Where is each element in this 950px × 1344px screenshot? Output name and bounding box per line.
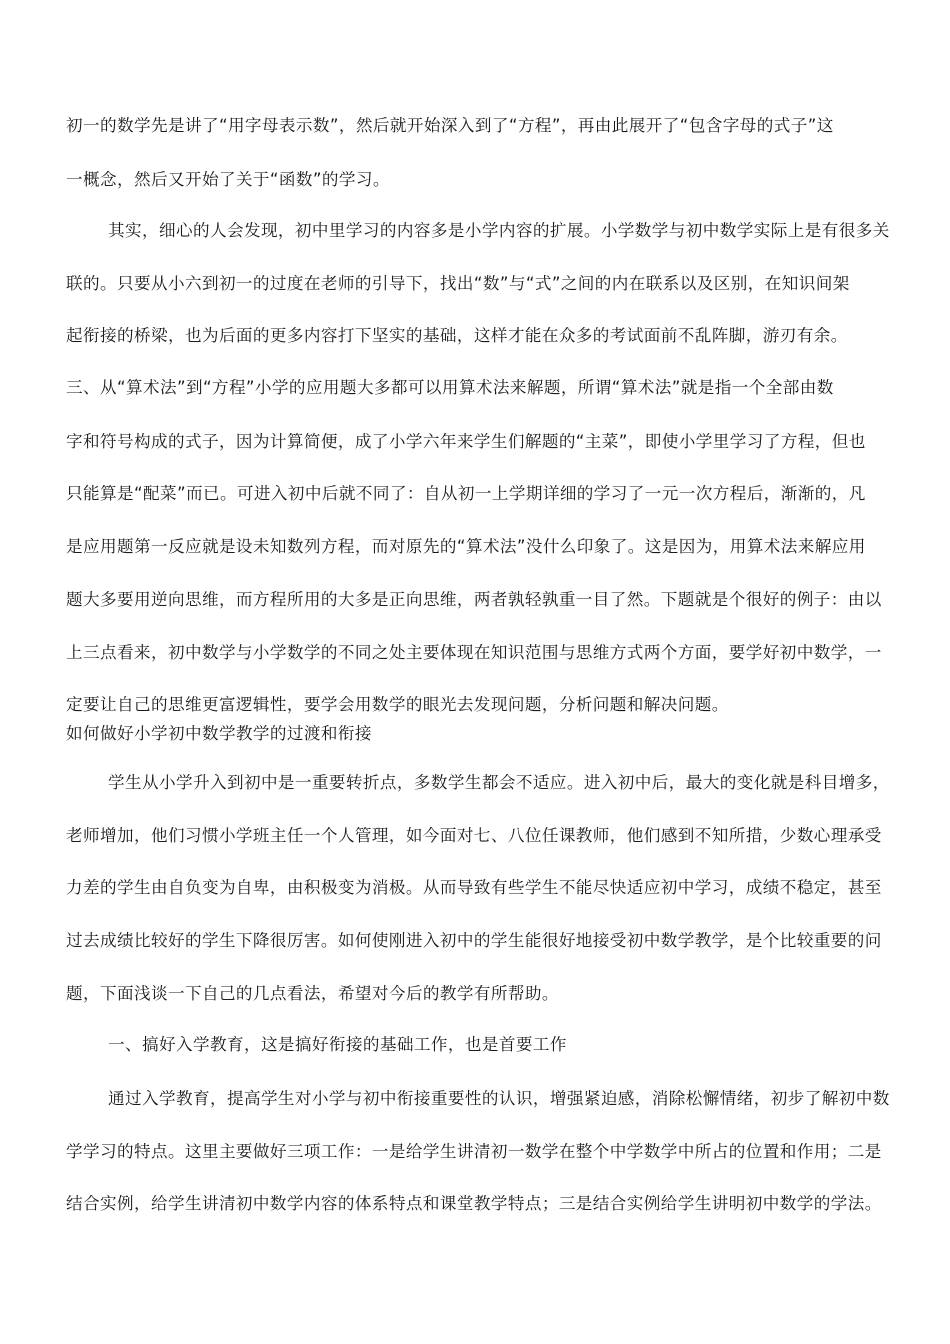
text-line: 老师增加，他们习惯小学班主任一个人管理，如今面对七、八位任课教师，他们感到不知所措，少数心理承受 — [66, 826, 882, 845]
text-line: 过去成绩比较好的学生下降很厉害。如何使刚进入初中的学生能很好地接受初中数学教学，是个比较重要的问 — [66, 931, 882, 950]
text-line: 初一的数学先是讲了“用字母表示数”，然后就开始深入到了“方程”，再由此展开了“包含字母的式子”这 — [66, 116, 834, 135]
text-line: 字和符号构成的式子，因为计算简便，成了小学六年来学生们解题的“主菜”，即使小学里学习了方程，但也 — [66, 432, 866, 451]
text-line: 上三点看来，初中数学与小学数学的不同之处主要体现在知识范围与思维方式两个方面，要学好初中数学，一 — [66, 643, 882, 662]
text-line: 联的。只要从小六到初一的过度在老师的引导下，找出“数”与“式”之间的内在联系以及区别，在知识间架 — [66, 274, 850, 293]
text-line: 起衔接的桥梁，也为后面的更多内容打下坚实的基础，这样才能在众多的考试面前不乱阵脚，游刃有余。 — [66, 326, 848, 345]
text-line: 只能算是“配菜”而已。可进入初中后就不同了：自从初一上学期详细的学习了一元一次方程后，渐渐的，凡 — [66, 484, 866, 503]
text-line: 是应用题第一反应就是设未知数列方程，而对原先的“算术法”没什么印象了。这是因为，用算术法来解应用 — [66, 537, 866, 556]
text-line: 定要让自己的思维更富逻辑性，要学会用数学的眼光去发现问题，分析问题和解决问题。 — [66, 695, 729, 714]
text-line: 学学习的特点。这里主要做好三项工作：一是给学生讲清初一数学在整个中学数学中所占的位置和作用；二是 — [66, 1142, 882, 1161]
paragraph-start-line: 通过入学教育，提高学生对小学与初中衔接重要性的认识，增强紧迫感，消除松懈情绪，初步了解初中数 — [108, 1089, 890, 1108]
document-title: 如何做好小学初中数学教学的过渡和衔接 — [66, 724, 372, 743]
section-heading-line: 三、从“算术法”到“方程”小学的应用题大多都可以用算术法来解题，所谓“算术法”就是指一个全部由数 — [66, 378, 834, 397]
text-line: 题大多要用逆向思维，而方程所用的大多是正向思维，两者孰轻孰重一目了然。下题就是个很好的例子：由以 — [66, 590, 882, 609]
text-line: 题，下面浅谈一下自己的几点看法，希望对今后的教学有所帮助。 — [66, 984, 559, 1003]
text-line: 一概念，然后又开始了关于“函数”的学习。 — [66, 170, 390, 189]
text-line: 结合实例，给学生讲清初中数学内容的体系特点和课堂教学特点；三是结合实例给学生讲明初中数学的学法。 — [66, 1194, 882, 1213]
paragraph-start-line: 学生从小学升入到初中是一重要转折点，多数学生都会不适应。进入初中后，最大的变化就是科目增多， — [108, 773, 890, 792]
text-line: 力差的学生由自负变为自卑，由积极变为消极。从而导致有些学生不能尽快适应初中学习，成绩不稳定，甚至 — [66, 878, 882, 897]
section-heading: 一、搞好入学教育，这是搞好衔接的基础工作，也是首要工作 — [108, 1035, 567, 1054]
paragraph-start-line: 其实，细心的人会发现，初中里学习的内容多是小学内容的扩展。小学数学与初中数学实际上是有很多关 — [108, 221, 890, 240]
